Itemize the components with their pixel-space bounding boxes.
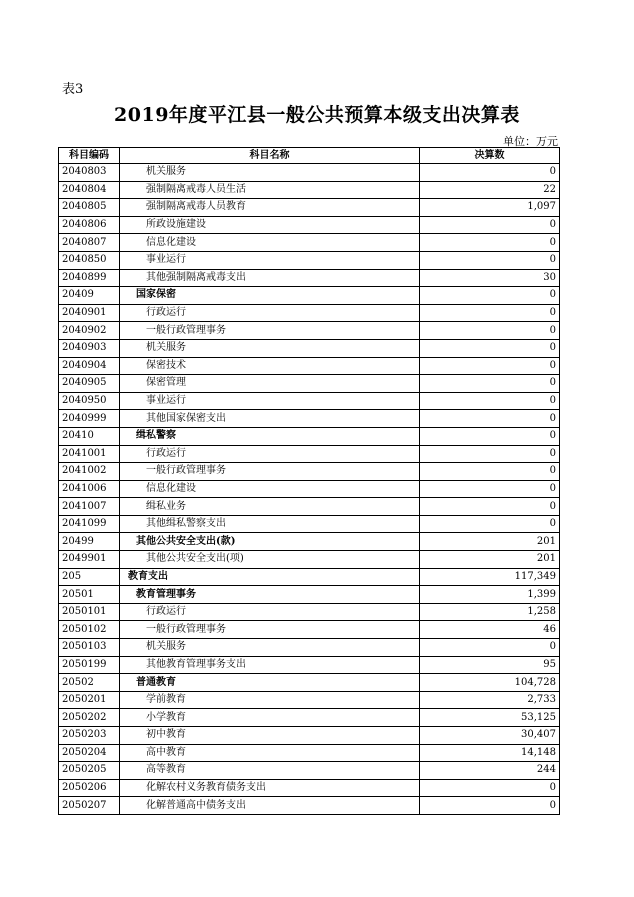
final-amount: 0 xyxy=(420,797,560,815)
table-row xyxy=(59,533,560,551)
account-code: 2040899 xyxy=(59,269,120,287)
account-name: 保密技术 xyxy=(120,357,420,375)
table-row xyxy=(59,339,560,357)
account-name: 机关服务 xyxy=(120,164,420,182)
account-name: 高等教育 xyxy=(120,762,420,780)
account-code: 2040999 xyxy=(59,410,120,428)
account-code: 2050205 xyxy=(59,762,120,780)
final-amount: 0 xyxy=(420,164,560,182)
table-row xyxy=(59,216,560,234)
final-amount: 0 xyxy=(420,445,560,463)
table-row xyxy=(59,744,560,762)
final-amount: 0 xyxy=(420,639,560,657)
account-name: 缉私警察 xyxy=(120,427,420,445)
final-amount: 201 xyxy=(420,533,560,551)
account-code: 2049901 xyxy=(59,551,120,569)
final-amount: 0 xyxy=(420,234,560,252)
account-code: 2050103 xyxy=(59,639,120,657)
final-amount: 22 xyxy=(420,181,560,199)
table-row xyxy=(59,586,560,604)
account-name: 信息化建设 xyxy=(120,234,420,252)
account-code: 2050203 xyxy=(59,727,120,745)
table-row xyxy=(59,498,560,516)
table-row xyxy=(59,727,560,745)
header-amount: 决算数 xyxy=(420,148,560,164)
account-name: 一般行政管理事务 xyxy=(120,621,420,639)
final-amount: 0 xyxy=(420,480,560,498)
account-name: 教育支出 xyxy=(120,568,420,586)
final-amount: 0 xyxy=(420,498,560,516)
account-name: 行政运行 xyxy=(120,304,420,322)
account-code: 2041007 xyxy=(59,498,120,516)
table-row xyxy=(59,797,560,815)
table-row xyxy=(59,515,560,533)
table-row xyxy=(59,656,560,674)
account-code: 2040904 xyxy=(59,357,120,375)
final-amount: 1,097 xyxy=(420,199,560,217)
account-code: 20410 xyxy=(59,427,120,445)
table-row xyxy=(59,375,560,393)
account-code: 2040901 xyxy=(59,304,120,322)
account-code: 2050202 xyxy=(59,709,120,727)
table-row xyxy=(59,410,560,428)
table-row xyxy=(59,674,560,692)
account-code: 2050199 xyxy=(59,656,120,674)
table-row xyxy=(59,603,560,621)
table-row xyxy=(59,762,560,780)
account-name: 信息化建设 xyxy=(120,480,420,498)
final-amount: 95 xyxy=(420,656,560,674)
account-name: 其他强制隔离戒毒支出 xyxy=(120,269,420,287)
account-code: 20499 xyxy=(59,533,120,551)
final-amount: 0 xyxy=(420,251,560,269)
account-name: 行政运行 xyxy=(120,603,420,621)
final-amount: 30,407 xyxy=(420,727,560,745)
account-code: 2040804 xyxy=(59,181,120,199)
account-code: 2040807 xyxy=(59,234,120,252)
account-name: 初中教育 xyxy=(120,727,420,745)
account-name: 所政设施建设 xyxy=(120,216,420,234)
account-code: 2040950 xyxy=(59,392,120,410)
account-name: 化解农村义务教育债务支出 xyxy=(120,779,420,797)
account-name: 事业运行 xyxy=(120,392,420,410)
table-row xyxy=(59,621,560,639)
final-amount: 0 xyxy=(420,392,560,410)
final-amount: 0 xyxy=(420,216,560,234)
final-amount: 0 xyxy=(420,463,560,481)
account-code: 2040805 xyxy=(59,199,120,217)
final-amount: 0 xyxy=(420,515,560,533)
account-code: 2040905 xyxy=(59,375,120,393)
account-name: 一般行政管理事务 xyxy=(120,463,420,481)
final-amount: 0 xyxy=(420,375,560,393)
account-code: 2050207 xyxy=(59,797,120,815)
account-name: 其他公共安全支出(项) xyxy=(120,551,420,569)
final-amount: 117,349 xyxy=(420,568,560,586)
account-name: 机关服务 xyxy=(120,639,420,657)
final-amount: 14,148 xyxy=(420,744,560,762)
table-row xyxy=(59,322,560,340)
account-name: 教育管理事务 xyxy=(120,586,420,604)
account-name: 行政运行 xyxy=(120,445,420,463)
table-row xyxy=(59,392,560,410)
final-amount: 0 xyxy=(420,427,560,445)
account-name: 国家保密 xyxy=(120,287,420,305)
account-code: 2041099 xyxy=(59,515,120,533)
account-code: 2050206 xyxy=(59,779,120,797)
final-amount: 53,125 xyxy=(420,709,560,727)
final-amount: 2,733 xyxy=(420,691,560,709)
account-code: 2040806 xyxy=(59,216,120,234)
account-name: 其他公共安全支出(款) xyxy=(120,533,420,551)
account-name: 强制隔离戒毒人员教育 xyxy=(120,199,420,217)
account-name: 普通教育 xyxy=(120,674,420,692)
table-row xyxy=(59,199,560,217)
table-row xyxy=(59,269,560,287)
account-name: 其他缉私警察支出 xyxy=(120,515,420,533)
final-amount: 1,258 xyxy=(420,603,560,621)
final-amount: 0 xyxy=(420,410,560,428)
account-code: 2050102 xyxy=(59,621,120,639)
header-name: 科目名称 xyxy=(120,148,420,164)
final-amount: 0 xyxy=(420,779,560,797)
account-name: 高中教育 xyxy=(120,744,420,762)
table-row xyxy=(59,691,560,709)
table-row xyxy=(59,234,560,252)
final-amount: 0 xyxy=(420,357,560,375)
table-body xyxy=(59,164,560,815)
table-row xyxy=(59,480,560,498)
account-code: 2040803 xyxy=(59,164,120,182)
account-name: 其他国家保密支出 xyxy=(120,410,420,428)
page-title: 2019年度平江县一般公共预算本级支出决算表 xyxy=(114,104,520,126)
account-code: 2041006 xyxy=(59,480,120,498)
table-row xyxy=(59,287,560,305)
table-row xyxy=(59,639,560,657)
account-code: 2050101 xyxy=(59,603,120,621)
final-amount: 0 xyxy=(420,304,560,322)
budget-table xyxy=(58,147,560,815)
table-row xyxy=(59,445,560,463)
account-name: 学前教育 xyxy=(120,691,420,709)
account-code: 2040902 xyxy=(59,322,120,340)
final-amount: 30 xyxy=(420,269,560,287)
account-name: 机关服务 xyxy=(120,339,420,357)
table-row xyxy=(59,568,560,586)
account-code: 20501 xyxy=(59,586,120,604)
final-amount: 201 xyxy=(420,551,560,569)
account-code: 2041001 xyxy=(59,445,120,463)
final-amount: 0 xyxy=(420,322,560,340)
account-name: 缉私业务 xyxy=(120,498,420,516)
table-row xyxy=(59,551,560,569)
table-row xyxy=(59,709,560,727)
account-name: 一般行政管理事务 xyxy=(120,322,420,340)
final-amount: 244 xyxy=(420,762,560,780)
table-row xyxy=(59,304,560,322)
table-row xyxy=(59,181,560,199)
account-code: 205 xyxy=(59,568,120,586)
table-row xyxy=(59,427,560,445)
account-code: 2040903 xyxy=(59,339,120,357)
account-code: 2041002 xyxy=(59,463,120,481)
account-name: 化解普通高中债务支出 xyxy=(120,797,420,815)
table-row xyxy=(59,779,560,797)
final-amount: 0 xyxy=(420,287,560,305)
table-row xyxy=(59,164,560,182)
final-amount: 1,399 xyxy=(420,586,560,604)
account-code: 20409 xyxy=(59,287,120,305)
account-name: 其他教育管理事务支出 xyxy=(120,656,420,674)
table-number-label: 表3 xyxy=(62,82,84,97)
final-amount: 46 xyxy=(420,621,560,639)
table-row xyxy=(59,463,560,481)
account-name: 事业运行 xyxy=(120,251,420,269)
header-code: 科目编码 xyxy=(59,148,120,164)
final-amount: 104,728 xyxy=(420,674,560,692)
account-code: 2050204 xyxy=(59,744,120,762)
account-name: 小学教育 xyxy=(120,709,420,727)
account-code: 2040850 xyxy=(59,251,120,269)
final-amount: 0 xyxy=(420,339,560,357)
account-name: 保密管理 xyxy=(120,375,420,393)
table-row xyxy=(59,357,560,375)
account-code: 20502 xyxy=(59,674,120,692)
account-name: 强制隔离戒毒人员生活 xyxy=(120,181,420,199)
table-header-row xyxy=(59,148,560,164)
unit-label: 单位：万元 xyxy=(503,135,558,148)
account-code: 2050201 xyxy=(59,691,120,709)
table-row xyxy=(59,251,560,269)
